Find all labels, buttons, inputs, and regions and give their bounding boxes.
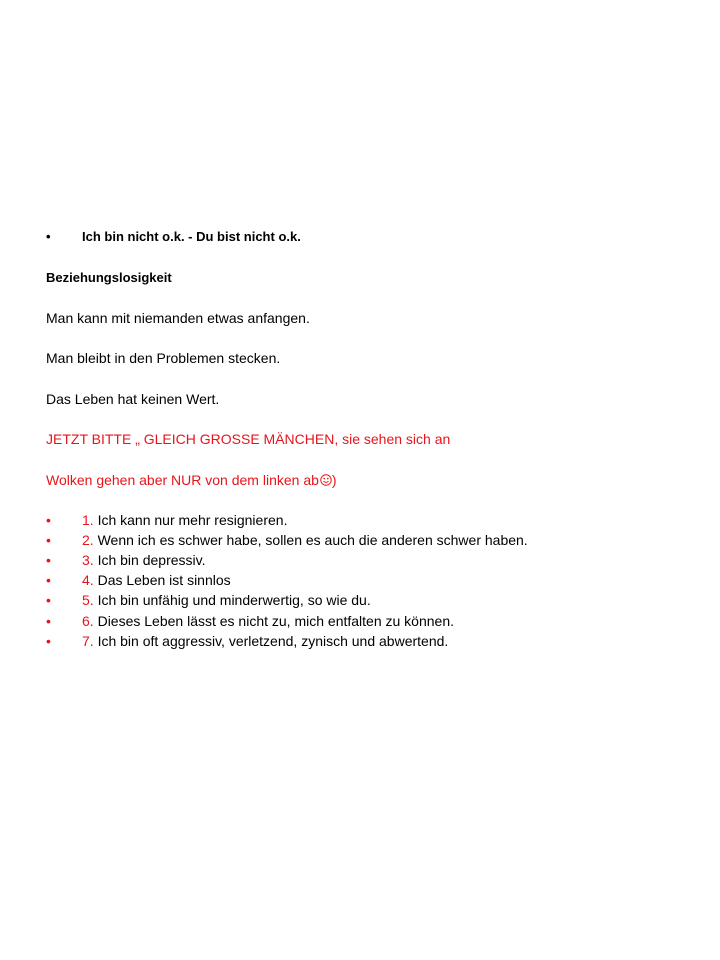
heading-text: Ich bin nicht o.k. - Du bist nicht o.k. (82, 229, 301, 244)
list-number: 7. (82, 633, 94, 649)
list-bullet: • (46, 633, 51, 649)
list-text: Ich kann nur mehr resignieren. (93, 512, 288, 528)
subheading: Beziehungslosigkeit (46, 270, 172, 285)
list-item (46, 512, 287, 528)
list-number: 4. (82, 572, 94, 588)
smiley-icon (320, 474, 332, 486)
list-number: 3. (82, 552, 94, 568)
list-bullet: • (46, 613, 51, 629)
list-bullet: • (46, 512, 51, 528)
red-instruction-close: ) (331, 472, 337, 488)
list-number: 1. (82, 512, 94, 528)
paragraph-2: Man bleibt in den Problemen stecken. (46, 350, 281, 366)
list-bullet: • (46, 532, 51, 548)
red-instruction-line-2 (46, 472, 337, 488)
list-bullet: • (46, 592, 51, 608)
list-number: 2. (82, 532, 94, 548)
list-item (46, 572, 231, 588)
list-text: Ich bin unfähig und minderwertig, so wie du. (93, 592, 371, 608)
list-text: Dieses Leben lässt es nicht zu, mich entfalten zu können. (93, 613, 455, 629)
list-number: 6. (82, 613, 94, 629)
paragraph-3: Das Leben hat keinen Wert. (46, 391, 220, 407)
list-item (46, 633, 448, 649)
heading-bullet: • (46, 229, 51, 244)
list-bullet: • (46, 552, 51, 568)
red-instruction-line-1: JETZT BITTE „ GLEICH GROSSE MÄNCHEN, sie sehen sich an (46, 431, 451, 447)
list-text: Ich bin depressiv. (93, 552, 206, 568)
paragraph-1: Man kann mit niemanden etwas anfangen. (46, 310, 310, 326)
list-item (46, 532, 528, 548)
list-item (46, 592, 371, 608)
heading-line (46, 229, 301, 245)
list-item (46, 613, 454, 629)
list-text: Ich bin oft aggressiv, verletzend, zynisch und abwertend. (93, 633, 449, 649)
list-bullet: • (46, 572, 51, 588)
red-instruction-text: Wolken gehen aber NUR von dem linken ab (46, 472, 319, 488)
list-text: Wenn ich es schwer habe, sollen es auch die anderen schwer haben. (93, 532, 528, 548)
list-item (46, 552, 205, 568)
list-text: Das Leben ist sinnlos (93, 572, 231, 588)
list-number: 5. (82, 592, 94, 608)
